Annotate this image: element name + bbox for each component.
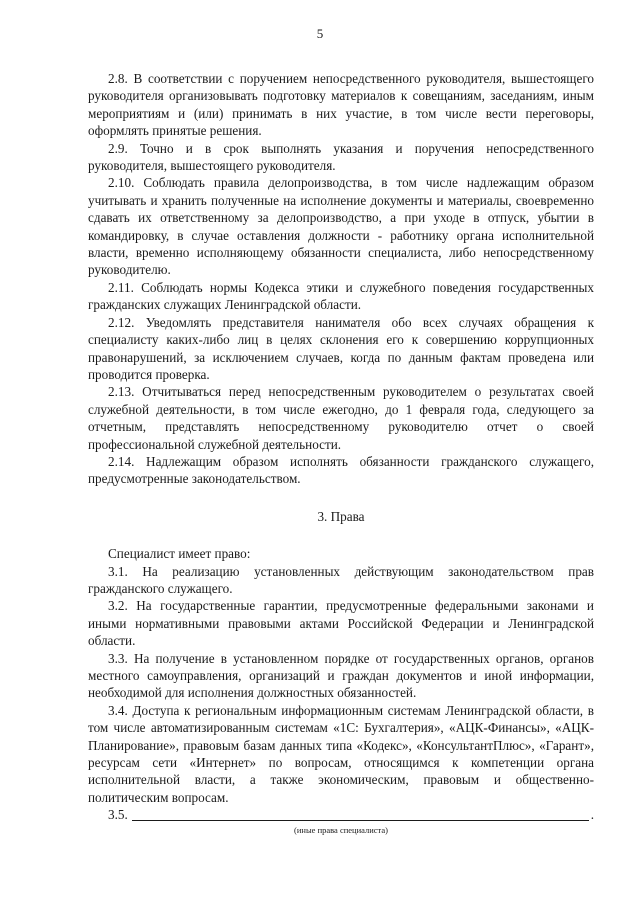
- paragraph-2-11: 2.11. Соблюдать нормы Кодекса этики и служебного поведения государственных гражданских служащих Ленинградской области.: [88, 279, 594, 313]
- paragraph-2-8: 2.8. В соответствии с поручением непосредственного руководителя, вышестоящего руководителя организовывать подготовку материалов к совещаниям, заседаниям, иным мероприятиям и (или) принимать в них участие, в том числе вести переговоры, оформлять принятые решения.: [88, 71, 594, 139]
- paragraph-3-3: 3.3. На получение в установленном порядке от государственных органов, органов местного самоуправления, организаций и граждан документов и иной информации, необходимой для исполнения должностных обязанностей.: [88, 650, 594, 701]
- paragraph-2-14: 2.14. Надлежащим образом исполнять обязанности гражданского служащего, предусмотренные законодательством.: [88, 453, 594, 487]
- item-end-mark: .: [590, 807, 594, 823]
- document-body: [88, 70, 594, 835]
- rights-intro: Специалист имеет право:: [108, 546, 251, 562]
- blank-caption: (иные права специалиста): [294, 824, 388, 835]
- paragraph-2-12: 2.12. Уведомлять представителя нанимателя обо всех случаях обращения к специалисту каких-либо лиц в целях склонения его к совершению коррупционных правонарушений, за исключением случаев, когда по данным фактам проведена или проводится проверка.: [88, 314, 594, 382]
- paragraph-2-9: 2.9. Точно и в срок выполнять указания и поручения непосредственного руководителя, вышестоящего руководителя.: [88, 140, 594, 174]
- paragraph-3-4: 3.4. Доступа к региональным информационным системам Ленинградской области, в том числе автоматизированным системам «1С: Бухгалтерия», «АЦК-Финансы», «АЦК-Планирование», правовым базам данных типа «Кодекс», «КонсультантПлюс», «Гарант», ресурсам сети «Интернет» по вопросам, относящимся к компетенции органа исполнительной власти, а также экономическим, правовым и общественно-политическим вопросам.: [88, 702, 594, 805]
- item-number: 3.5.: [108, 807, 128, 823]
- blank-fill-line: [132, 808, 589, 821]
- paragraph-3-2: 3.2. На государственные гарантии, предусмотренные федеральными законами и иными нормативными правовыми актами Российской Федерации и Ленинградской области.: [88, 598, 594, 649]
- page-number: 5: [316, 26, 324, 41]
- paragraph-3-1: 3.1. На реализацию установленных действующим законодательством прав гражданского служащего.: [88, 563, 594, 596]
- paragraph-3-5: [88, 806, 594, 823]
- paragraph-2-13: 2.13. Отчитываться перед непосредственным руководителем о результатах своей служебной деятельности, в том числе ежегодно, до 1 февраля года, следующего за отчетным, представлять непосредственному руководителю отчет о своей профессиональной служебной деятельности.: [88, 384, 594, 452]
- paragraph-2-10: 2.10. Соблюдать правила делопроизводства, в том числе надлежащим образом учитывать и хранить полученные на исполнение документы и материалы, своевременно сдавать их ответственному за делопроизводство, а при уходе в отпуск, убытии в командировку, в случае оставления должности - работнику органа исполнительной власти, временно исполняющему обязанности специалиста, либо непосредственному руководителю.: [88, 175, 594, 278]
- section-title-rights: 3. Права: [317, 508, 365, 524]
